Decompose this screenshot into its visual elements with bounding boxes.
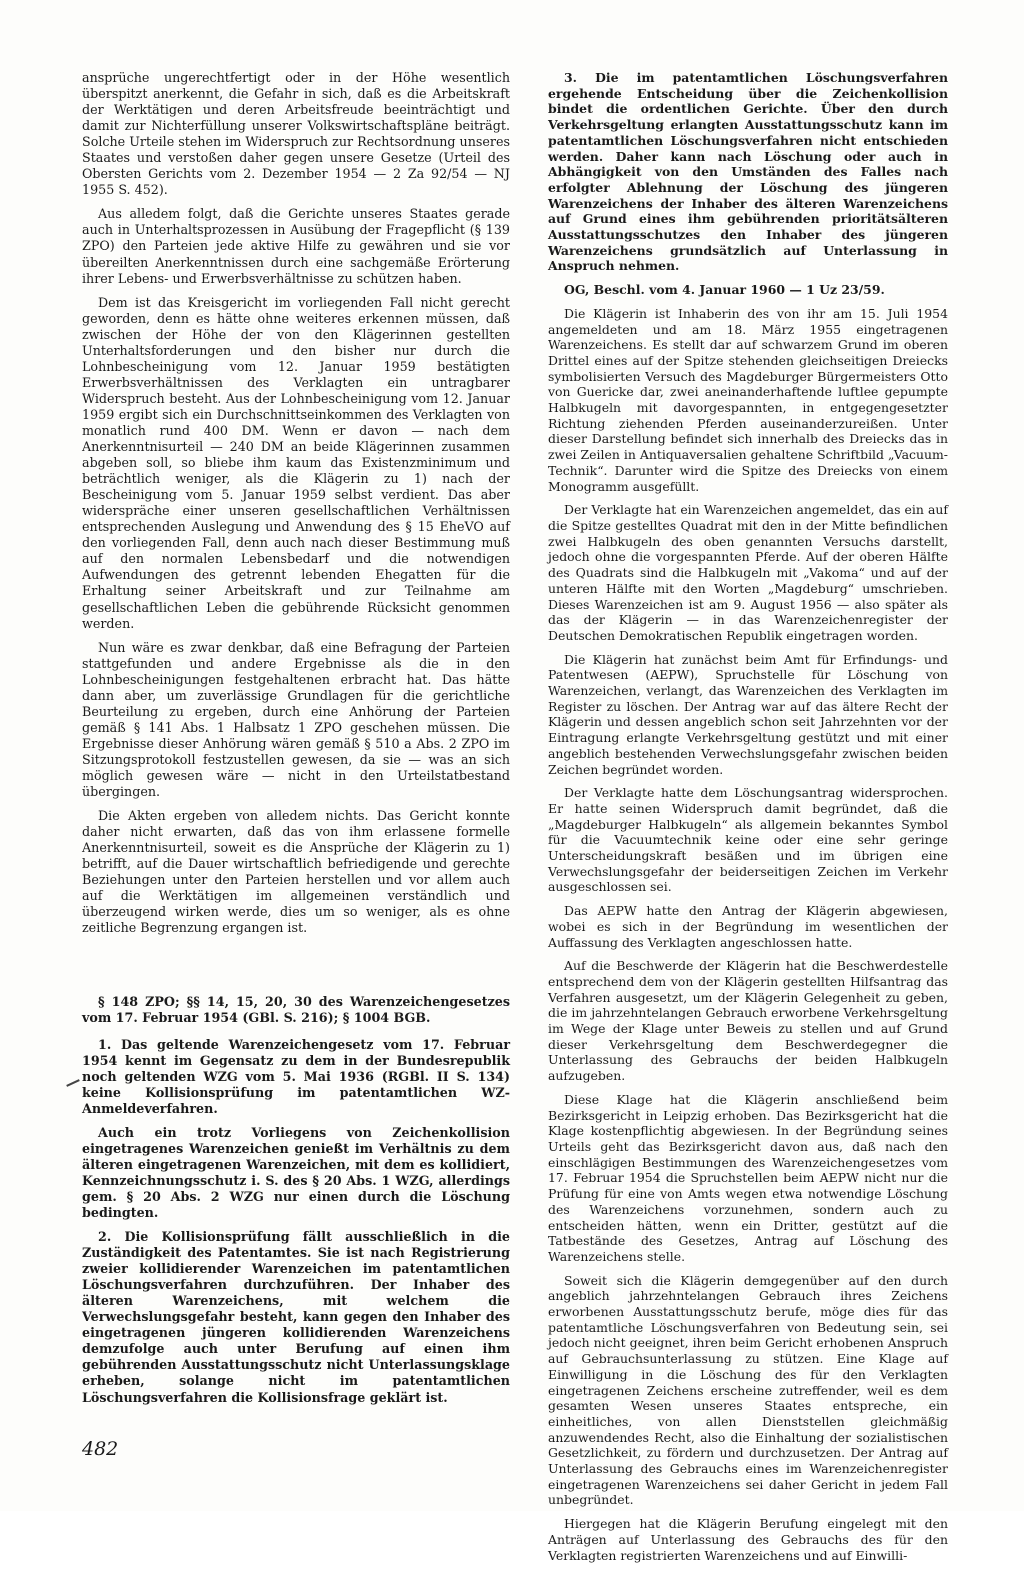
page-number: 482 [82, 1438, 119, 1460]
right-column [548, 70, 948, 1571]
paragraph: Aus alledem folgt, daß die Gerichte unseres Staates gerade auch in Unterhaltsprozessen in Ausübung der Fragepflicht (§ 139 ZPO) den Parteien jede aktive Hilfe zu gewähren und sie vor übereilten Anerkenntnissen durch eine sachgemäße Erörterung ihrer Lebens- und Erwerbsverhältnisse zu schützen haben. [82, 206, 510, 286]
paragraph: Hiergegen hat die Klägerin Berufung eingelegt mit den Anträgen auf Unterlassung des Gebrauchs des für den Verklagten registrierten Warenzeichens und auf Einwilli- [548, 1516, 948, 1563]
paragraph: Die Akten ergeben von alledem nichts. Das Gericht konnte daher nicht erwarten, daß das von ihm erlassene formelle Anerkenntnisurteil, soweit es die Ansprüche der Klägerin zu 1) betrifft, auf die Dauer wirtschaftlich befriedigende und gerechte Beziehungen unter den Parteien herstellen und vor allem auch auf die Werktätigen im allgemeinen verständlich und überzeugend wirken werde, dies um so weniger, als es ohne zeitliche Begrenzung ergangen ist. [82, 808, 510, 936]
paragraph: Dem ist das Kreisgericht im vorliegenden Fall nicht gerecht geworden, denn es hätte ohne weiteres erkennen müssen, daß zwischen der Höhe der von den Klägerinnen gestellten Unterhaltsforderungen und den bisher nur durch die Lohnbescheinigung vom 12. Januar 1959 bestätigten Erwerbsverhältnissen des Verklagten ein untragbarer Widerspruch besteht. Aus der Lohnbescheinigung vom 12. Januar 1959 ergibt sich ein Durchschnittseinkommen des Verklagten von monatlich rund 400 DM. Wenn er davon — nach dem Anerkenntnisurteil — 240 DM an beide Klägerinnen zusammen abgeben soll, so bliebe ihm kaum das Existenzminimum und beträchtlich weniger, als die Klägerin zu 1) nach der Bescheinigung vom 5. Januar 1959 selbst verdient. Das aber widerspräche einer unseren gesellschaftlichen Verhältnissen entsprechenden Auslegung und Anwendung des § 15 EheVO auf den vorliegenden Fall, denn auch nach dieser Bestimmung muß auf den normalen Lebensbedarf und die notwendigen Aufwendungen des getrennt lebenden Ehegatten für die Erhaltung seiner Arbeitskraft und zur Teilnahme am gesellschaftlichen Leben die gebührende Rücksicht genommen werden. [82, 294, 510, 631]
headnote: 1. Das geltende Warenzeichengesetz vom 17. Februar 1954 kennt im Gegensatz zu dem in der Bundesrepublik noch geltenden WZG vom 5. Mai 1936 (RGBl. II S. 134) keine Kollisionsprüfung im patentamtlichen WZ-Anmeldeverfahren. [82, 1036, 510, 1116]
paragraph: Der Verklagte hat ein Warenzeichen angemeldet, das ein auf die Spitze gestelltes Quadrat mit den in der Mitte befindlichen zwei Halbkugeln des oben genannten Versuchs darstellt, jedoch ohne die vorgespannten Pferde. Auf der oberen Hälfte des Quadrats sind die Halbkugeln mit „Vakoma“ und auf der unteren Hälfte mit den Worten „Magdeburg“ umschrieben. Dieses Warenzeichen ist am 9. August 1956 — also später als das der Klägerin — in das Warenzeichenregister der Deutschen Demokratischen Republik eingetragen worden. [548, 502, 948, 643]
case-citation: OG, Beschl. vom 4. Januar 1960 — 1 Uz 23/59. [564, 282, 885, 298]
paragraph: Soweit sich die Klägerin demgegenüber auf den durch angeblich jahrzehntelangen Gebrauch ihres Zeichens erworbenen Ausstattungsschutz berufe, möge dies für das patentamtliche Löschungsverfahren von Bedeutung sein, sei jedoch nicht geeignet, ihren beim Gericht erhobenen Anspruch auf Gebrauchsunterlassung zu stützen. Eine Klage auf Einwilligung in die Löschung des für den Verklagten eingetragenen Zeichens erscheine zutreffender, weil es dem gesamten Wesen unseres Staates entspreche, ein einheitliches, von allen Dienststellen gleichmäßig anzuwendendes Recht, also die Einhaltung der sozialistischen Gesetzlichkeit, zu fördern und durchzusetzen. Der Antrag auf Unterlassung des Gebrauchs eines im Warenzeichenregister eingetragenen Warenzeichens sei daher Gericht in jedem Fall unbegründet. [548, 1272, 948, 1508]
headnote: 3. Die im patentamtlichen Löschungsverfahren ergehende Entscheidung über die Zeichenkollision bindet die ordentlichen Gerichte. Über den durch Verkehrsgeltung erlangten Ausstattungsschutz kann im patentamtlichen Löschungsverfahren nicht entschieden werden. Daher kann nach Löschung oder auch in Abhängigkeit von den Umständen des Falles nach erfolgter Ablehnung der Löschung des jüngeren Warenzeichens der Inhaber des älteren Warenzeichens auf Grund eines ihm gebührenden prioritätsälteren Ausstattungsschutzes den Inhaber des jüngeren Warenzeichens grundsätzlich auf Unterlassung in Anspruch nehmen. [548, 70, 948, 274]
headnote: 2. Die Kollisionsprüfung fällt ausschließlich in die Zuständigkeit des Patentamtes. Sie ist nach Registrierung zweier kollidierender Warenzeichen im patentamtlichen Löschungsverfahren durchzuführen. Der Inhaber des älteren Warenzeichens, mit welchem die Verwechslungsgefahr besteht, kann gegen den Inhaber des eingetragenen jüngeren kollidierenden Warenzeichens demzufolge auch unter Berufung auf einen ihm gebührenden Ausstattungsschutz nicht Unterlassungsklage erheben, solange nicht im patentamtlichen Löschungsverfahren die Kollisionsfrage geklärt ist. [82, 1229, 510, 1405]
margin-mark [66, 1079, 80, 1087]
paragraph: Nun wäre es zwar denkbar, daß eine Befragung der Parteien stattgefunden und andere Ergebnisse als die in den Lohnbescheinigungen festgehaltenen erbracht hat. Das hätte dann aber, um zuverlässige Grundlagen für die gerichtliche Beurteilung zu ergeben, durch eine Anhörung der Parteien gemäß § 141 Abs. 1 Halbsatz 1 ZPO geschehen müssen. Die Ergebnisse dieser Anhörung wären gemäß § 510 a Abs. 2 ZPO im Sitzungsprotokoll festzustellen gewesen, da sie — was an sich möglich gewesen wäre — nicht in den Urteilstatbestand übergingen. [82, 639, 510, 800]
left-column [82, 70, 510, 1414]
paragraph: Das AEPW hatte den Antrag der Klägerin abgewiesen, wobei es sich in der Begründung im wesentlichen der Auffassung des Verklagten angeschlossen hatte. [548, 903, 948, 950]
paragraph: Auf die Beschwerde der Klägerin hat die Beschwerdestelle entsprechend dem von der Klägerin gestellten Hilfsantrag das Verfahren ausgesetzt, um der Klägerin Gelegenheit zu geben, die im jahrzehntelangen Gebrauch erworbene Verkehrsgeltung im Wege der Klage unter Beweis zu stellen und auf Grund dieser Verkehrsgeltung dem Beschwerdegegner die Unterlassung des Gebrauchs der beiden Halbkugeln aufzugeben. [548, 958, 948, 1084]
paragraph: ansprüche ungerechtfertigt oder in der Höhe wesentlich überspitzt anerkennt, die Gefahr in sich, daß es die Arbeitskraft der Werktätigen und deren Arbeitsfreude beeinträchtigt und damit zur Nichterfüllung unserer Volkswirtschaftspläne beiträgt. Solche Urteile stehen im Widerspruch zur Rechtsordnung unseres Staates und verstoßen daher gegen unsere Gesetze (Urteil des Obersten Gerichts vom 2. Dezember 1954 — 2 Za 92/54 — NJ 1955 S. 452). [82, 70, 510, 198]
case-heading: § 148 ZPO; §§ 14, 15, 20, 30 des Warenzeichengesetzes vom 17. Februar 1954 (GBl. S. 216); § 1004 BGB. [82, 994, 510, 1026]
paragraph: Diese Klage hat die Klägerin anschließend beim Bezirksgericht in Leipzig erhoben. Das Bezirksgericht hat die Klage kostenpflichtig abgewiesen. In der Begründung seines Urteils geht das Bezirksgericht davon aus, daß nach den einschlägigen Bestimmungen des Warenzeichengesetzes vom 17. Februar 1954 die Spruchstellen beim AEPW nicht nur die Prüfung für eine von Amts wegen etwa notwendige Löschung des Warenzeichens vorzunehmen, sondern auch zu entscheiden hätten, wenn ein Dritter, gestützt auf die Tatbestände des Gesetzes, Antrag auf Löschung des Warenzeichens stelle. [548, 1091, 948, 1264]
headnote: Auch ein trotz Vorliegens von Zeichenkollision eingetragenes Warenzeichen genießt im Verhältnis zu dem älteren eingetragenen Warenzeichen, mit dem es kollidiert, Kennzeichnungsschutz i. S. des § 20 Abs. 1 WZG, allerdings gem. § 20 Abs. 2 WZG nur einen durch die Löschung bedingten. [82, 1124, 510, 1220]
paragraph: Die Klägerin ist Inhaberin des von ihr am 15. Juli 1954 angemeldeten und am 18. März 1955 eingetragenen Warenzeichens. Es stellt dar auf schwarzem Grund im oberen Drittel eines auf der Spitze stehenden gleichseitigen Dreiecks symbolisierten Versuch des Magdeburger Bürgermeisters Otto von Guericke dar, zwei aneinanderhaftende luftlee gepumpte Halbkugeln mit davorgespannten, in entgegengesetzter Richtung ziehenden Pferden auseinanderzureißen. Unter dieser Darstellung befindet sich innerhalb des Dreiecks das in zwei Zeilen in Antiquaversalien gehaltene Schriftbild „Vacuum-Technik“. Darunter wird die Spitze des Dreiecks von einem Monogramm ausgefüllt. [548, 305, 948, 494]
paragraph: Die Klägerin hat zunächst beim Amt für Erfindungs- und Patentwesen (AEPW), Spruchstelle für Löschung von Warenzeichen, verlangt, das Warenzeichen des Verklagten im Register zu löschen. Der Antrag war auf das ältere Recht der Klägerin und dessen angeblich schon seit Jahrzehnten vor der Eintragung erlangte Verkehrsgeltung gestützt und mit einer angeblich bestehenden Verwechslungsgefahr zwischen beiden Zeichen begründet worden. [548, 651, 948, 777]
paragraph: Der Verklagte hatte dem Löschungsantrag widersprochen. Er hatte seinen Widerspruch damit begründet, daß die „Magdeburger Halbkugeln“ als allgemein bekanntes Symbol für die Vacuumtechnik keine oder eine sehr geringe Unterscheidungskraft besäßen und im übrigen eine Verwechslungsgefahr der beiderseitigen Zeichen im Verkehr ausgeschlossen sei. [548, 785, 948, 895]
